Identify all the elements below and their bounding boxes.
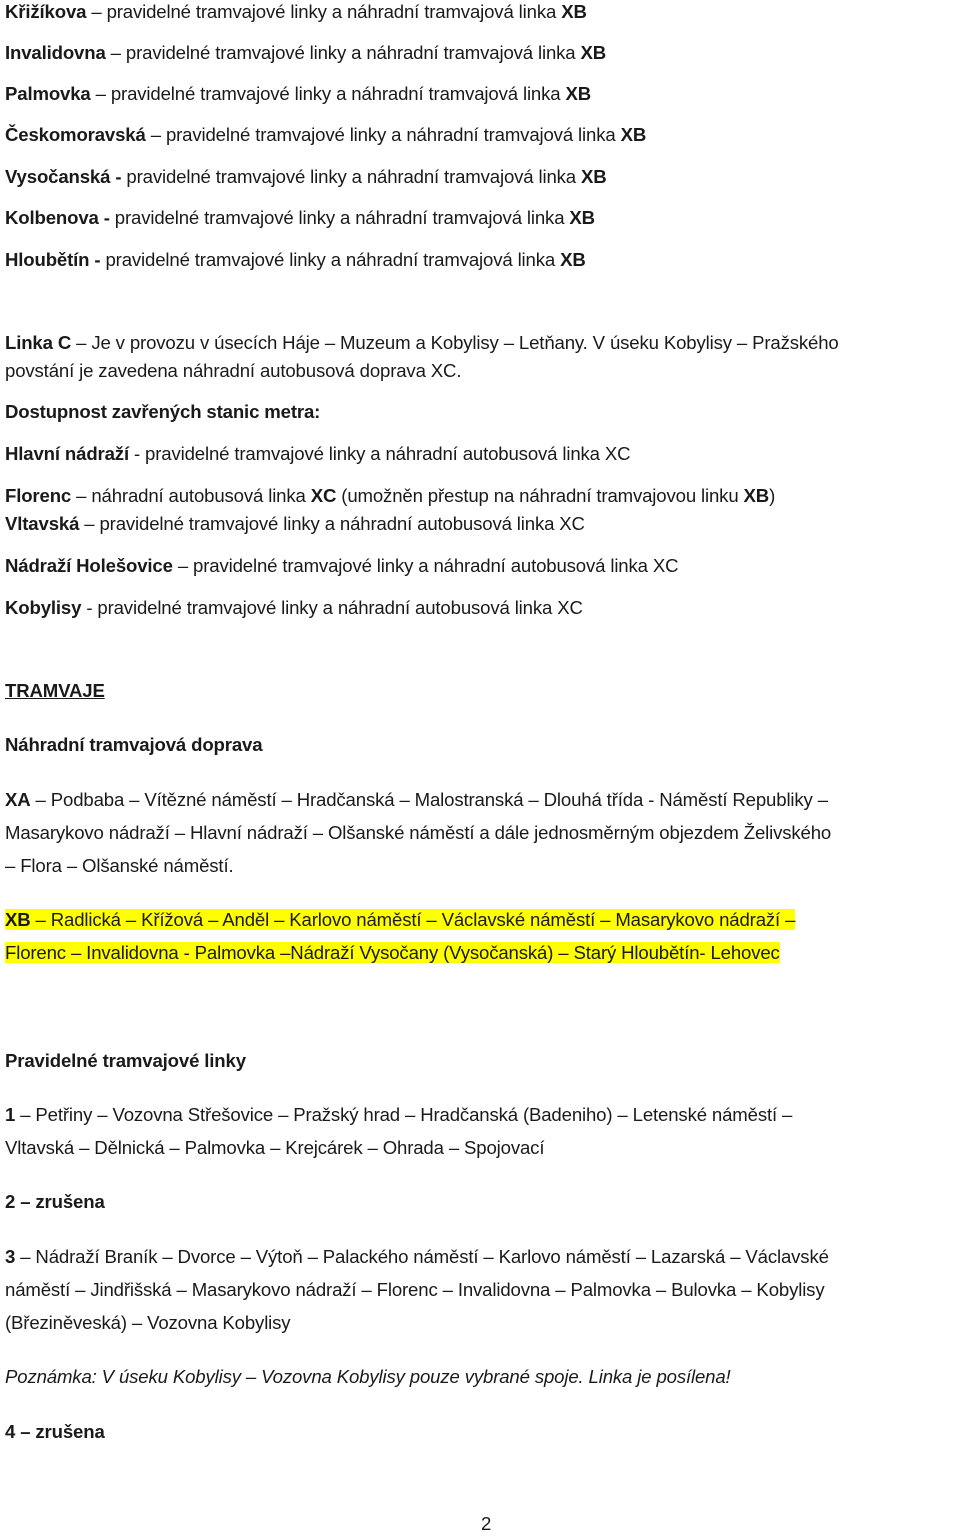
xb-line1 <box>5 908 795 932</box>
xb-highlight: Florenc – Invalidovna - Palmovka –Nádraží Vysočany (Vysočanská) – Starý Hloubětín- Lehovec <box>5 942 780 963</box>
line-code: XB <box>569 207 595 228</box>
xa-line1 <box>5 788 828 812</box>
station-palmovka <box>5 82 591 106</box>
station-text: – pravidelné tramvajové linky a náhradní autobusová linka XC <box>172 555 679 576</box>
linka-c-line1 <box>5 331 839 355</box>
station-nadrazi-holesovice <box>5 554 678 578</box>
separator: – <box>105 42 126 63</box>
line-2-cancelled: 2 – zrušena <box>5 1191 105 1212</box>
xb-line2 <box>5 941 780 965</box>
station-name: Hloubětín - <box>5 249 101 270</box>
note: Poznámka: V úseku Kobylisy – Vozovna Kobylisy pouze vybrané spoje. Linka je posílena! <box>5 1366 731 1387</box>
station-vysocanska <box>5 165 607 189</box>
station-name: Vysočanská - <box>5 166 122 187</box>
line-code: XB <box>565 83 592 104</box>
line-code: XB <box>560 249 586 270</box>
line-code: XC <box>310 485 337 506</box>
separator: – <box>90 83 111 104</box>
line-code: XB <box>743 485 770 506</box>
station-ceskomoravska <box>5 123 646 147</box>
station-name: Hlavní nádraží <box>5 443 129 464</box>
line-3-row3: (Březiněveská) – Vozovna Kobylisy <box>5 1312 291 1333</box>
station-text: ) <box>769 485 776 506</box>
station-kolbenova <box>5 206 595 230</box>
station-name: Florenc <box>5 485 72 506</box>
linka-c-text: – Je v provozu v úsecích Háje – Muzeum a Kobylisy – Letňany. V úseku Kobylisy – Pražského <box>71 332 839 353</box>
station-name: Českomoravská <box>5 124 146 145</box>
xa-line2: Masarykovo nádraží – Hlavní nádraží – Olšanské náměstí a dále jednosměrným objezdem Želivského <box>5 822 832 843</box>
station-florenc <box>5 484 775 508</box>
station-kobylisy <box>5 596 583 620</box>
station-text: - pravidelné tramvajové linky a náhradní autobusová linka XC <box>81 597 583 618</box>
xb-highlight <box>5 909 795 930</box>
station-text: pravidelné tramvajové linky a náhradní tramvajová linka <box>114 207 570 228</box>
station-name: Palmovka <box>5 83 91 104</box>
line-number: 1 <box>5 1104 16 1125</box>
station-hloubetin <box>5 248 586 272</box>
replacement-heading: Náhradní tramvajová doprava <box>5 734 263 755</box>
xa-line3: – Flora – Olšanské náměstí. <box>5 855 234 876</box>
xa-label: XA <box>5 789 31 810</box>
line-code: XB <box>620 124 647 145</box>
station-krizikova <box>5 0 587 24</box>
station-name: Kolbenova - <box>5 207 110 228</box>
xb-route: – Radlická – Křížová – Anděl – Karlovo náměstí – Václavské náměstí – Masarykovo nádraží – <box>30 909 796 930</box>
linka-c-line2: povstání je zavedena náhradní autobusová doprava XC. <box>5 360 462 381</box>
linka-c-label: Linka C <box>5 332 72 353</box>
station-vltavska <box>5 512 585 536</box>
station-name: Nádraží Holešovice <box>5 555 173 576</box>
station-text: pravidelné tramvajové linky a náhradní tramvajová linka <box>105 249 561 270</box>
xa-route: – Podbaba – Vítězné náměstí – Hradčanská – Malostranská – Dlouhá třída - Náměstí Republiky – <box>30 789 828 810</box>
station-text: pravidelné tramvajové linky a náhradní tramvajová linka <box>165 124 621 145</box>
station-text: pravidelné tramvajové linky a náhradní tramvajová linka <box>106 1 562 22</box>
line-code: XB <box>580 42 607 63</box>
line-code: XB <box>561 1 587 22</box>
station-text: pravidelné tramvajové linky a náhradní tramvajová linka <box>125 42 581 63</box>
tram-heading: TRAMVAJE <box>5 680 105 701</box>
separator: – <box>86 1 107 22</box>
regular-heading: Pravidelné tramvajové linky <box>5 1050 246 1071</box>
station-text: – pravidelné tramvajové linky a náhradní autobusová linka XC <box>79 513 585 534</box>
line-number: 3 <box>5 1246 16 1267</box>
station-name: Křižíkova <box>5 1 87 22</box>
line-route: – Petřiny – Vozovna Střešovice – Pražský hrad – Hradčanská (Badeniho) – Letenské náměstí – <box>15 1104 793 1125</box>
station-text: – náhradní autobusová linka <box>71 485 311 506</box>
separator: – <box>145 124 166 145</box>
line-1-row1 <box>5 1103 792 1127</box>
line-3-row2: náměstí – Jindřišská – Masarykovo nádraží – Florenc – Invalidovna – Palmovka – Bulovka – Kobylisy <box>5 1279 825 1300</box>
station-text: pravidelné tramvajové linky a náhradní tramvajová linka <box>126 166 582 187</box>
station-name: Kobylisy <box>5 597 82 618</box>
station-name: Invalidovna <box>5 42 106 63</box>
station-name: Vltavská <box>5 513 80 534</box>
line-4-cancelled: 4 – zrušena <box>5 1421 105 1442</box>
station-text: (umožněn přestup na náhradní tramvajovou linku <box>336 485 744 506</box>
station-text: - pravidelné tramvajové linky a náhradní autobusová linka XC <box>128 443 631 464</box>
line-3-row1 <box>5 1245 829 1269</box>
page-number: 2 <box>481 1513 492 1534</box>
line-route: – Nádraží Braník – Dvorce – Výtoň – Palackého náměstí – Karlovo náměstí – Lazarská – Václavské <box>15 1246 829 1267</box>
xb-label: XB <box>5 909 31 930</box>
station-hlavni-nadrazi <box>5 442 630 466</box>
station-text: pravidelné tramvajové linky a náhradní tramvajová linka <box>110 83 566 104</box>
station-invalidovna <box>5 41 606 65</box>
line-1-row2: Vltavská – Dělnická – Palmovka – Krejcárek – Ohrada – Spojovací <box>5 1137 545 1158</box>
closed-stations-heading: Dostupnost zavřených stanic metra: <box>5 401 321 422</box>
line-code: XB <box>581 166 607 187</box>
